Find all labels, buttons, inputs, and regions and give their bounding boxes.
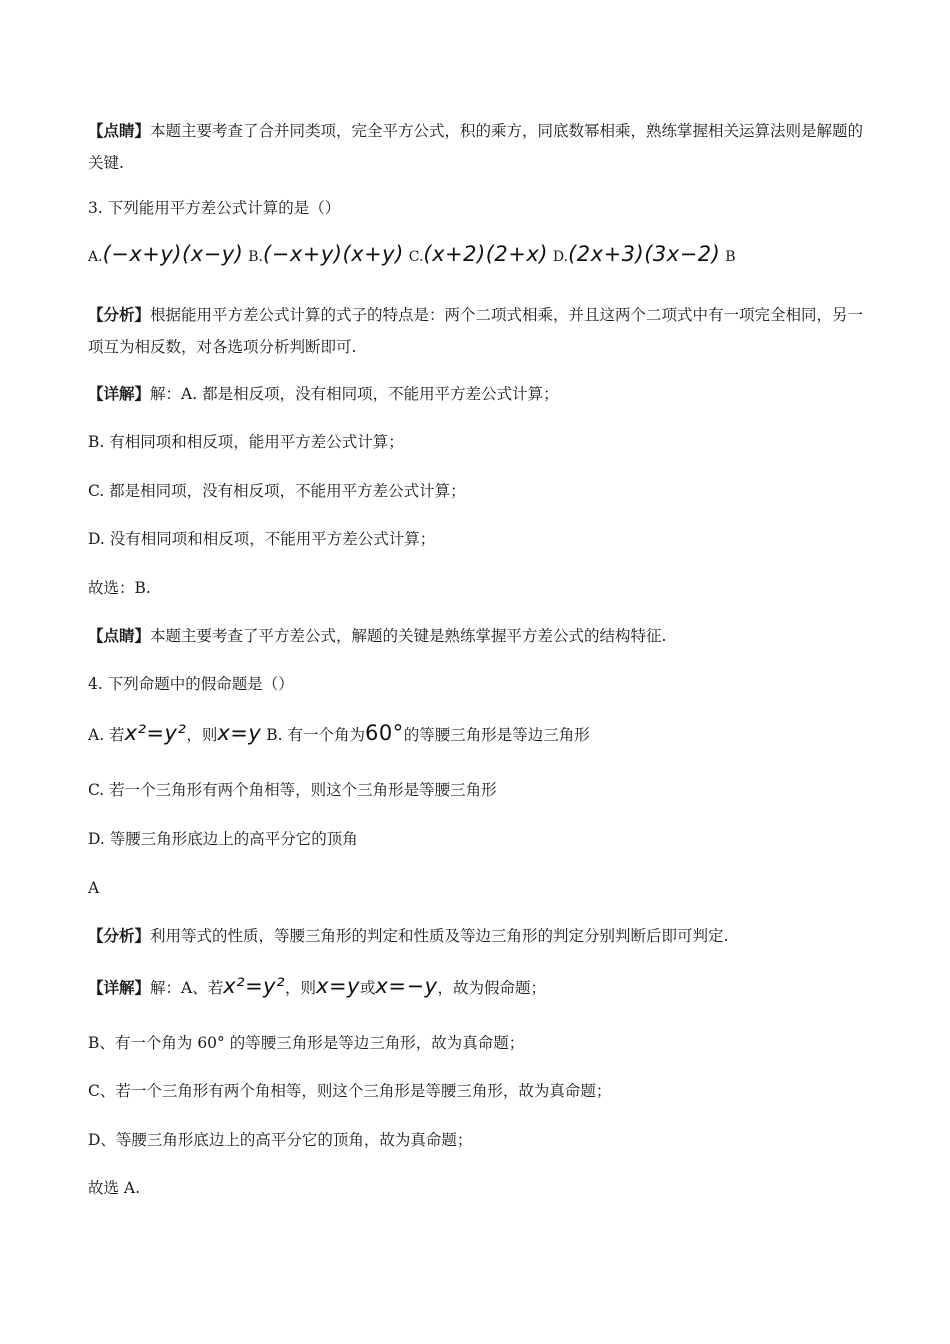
option-c-expr: (x+2)(2+x) — [423, 242, 548, 266]
option-a-prefix: A. 若 — [88, 726, 125, 744]
detail-4-c: C、若一个三角形有两个角相等，则这个三角形是等腰三角形，故为真命题； — [88, 1082, 612, 1100]
answer-3: B — [725, 249, 736, 265]
detail-mid1: ，则 — [285, 979, 317, 997]
detail-expr1: x²=y² — [223, 974, 286, 998]
detail-3-c: C. 都是相同项，没有相反项，不能用平方差公式计算； — [88, 482, 466, 500]
choice-3: 故选：B. — [88, 579, 151, 597]
point-tag: 【点睛】 — [88, 121, 151, 140]
question-4-option-d: D. 等腰三角形底边上的高平分它的顶角 — [88, 830, 358, 848]
answer-4: A — [88, 879, 100, 897]
option-a-mid: ，则 — [186, 726, 218, 744]
option-b-label: B. — [248, 249, 264, 265]
option-d-expr: (2x+3)(3x−2) — [568, 242, 721, 266]
option-b-expr: (−x+y)(x+y) — [263, 242, 404, 266]
point-text: 本题主要考查了合并同类项，完全平方公式，积的乘方，同底数幂相乘，熟练掌握相关运算法则是解题的关键. — [88, 122, 864, 172]
analysis-text: 根据能用平方差公式计算的式子的特点是：两个二项式相乘，并且这两个二项式中有一项完全相同，另一项互为相反数，对各选项分析判断即可. — [88, 306, 864, 356]
detail-prefix: 解：A、若 — [150, 979, 224, 997]
analysis-paragraph-3 — [88, 299, 878, 363]
point-paragraph-3 — [88, 625, 878, 647]
detail-expr3: x=−y — [375, 974, 438, 998]
analysis-text: 利用等式的性质，等腰三角形的判定和性质及等边三角形的判定分别判断后即可判定. — [150, 927, 729, 945]
question-3-stem: 3. 下列能用平方差公式计算的是（） — [88, 199, 341, 217]
question-4-option-c: C. 若一个三角形有两个角相等，则这个三角形是等腰三角形 — [88, 781, 497, 799]
option-c-label: C. — [408, 249, 424, 265]
point-text: 本题主要考查了平方差公式，解题的关键是熟练掌握平方差公式的结构特征. — [150, 627, 667, 645]
question-4-stem: 4. 下列命题中的假命题是（） — [88, 675, 294, 693]
point-tag: 【点睛】 — [88, 626, 151, 645]
analysis-tag: 【分析】 — [88, 305, 151, 324]
detail-paragraph-4 — [88, 975, 878, 1007]
detail-text: 解：A. 都是相反项，没有相同项，不能用平方差公式计算； — [150, 385, 559, 403]
analysis-tag: 【分析】 — [88, 926, 151, 945]
option-a-expr2: x=y — [217, 721, 262, 745]
point-paragraph-1 — [88, 115, 878, 179]
option-b-prefix: B. 有一个角为 — [266, 726, 366, 744]
detail-4-b: B、有一个角为 60° 的等腰三角形是等边三角形，故为真命题； — [88, 1034, 525, 1052]
detail-tag: 【详解】 — [88, 384, 151, 403]
option-a-expr1: x²=y² — [124, 721, 187, 745]
option-a-label: A. — [88, 249, 103, 265]
detail-4-d: D、等腰三角形底边上的高平分它的顶角，故为真命题； — [88, 1131, 473, 1149]
choice-4: 故选 A. — [88, 1179, 141, 1197]
detail-3-d: D. 没有相同项和相反项，不能用平方差公式计算； — [88, 530, 436, 548]
detail-paragraph-3 — [88, 383, 878, 405]
analysis-paragraph-4 — [88, 925, 878, 947]
option-b-suffix: 的等腰三角形是等边三角形 — [403, 726, 590, 744]
detail-expr2: x=y — [316, 974, 360, 998]
question-4-options-ab — [88, 722, 878, 754]
detail-3-b: B. 有相同项和相反项，能用平方差公式计算； — [88, 433, 404, 451]
question-3-options — [88, 243, 878, 275]
detail-mid2: 或 — [359, 979, 376, 997]
detail-tag: 【详解】 — [88, 978, 151, 997]
option-a-expr: (−x+y)(x−y) — [102, 242, 244, 266]
detail-suffix: ，故为假命题； — [437, 979, 547, 997]
option-d-label: D. — [552, 249, 569, 265]
option-b-expr: 60° — [365, 721, 404, 745]
